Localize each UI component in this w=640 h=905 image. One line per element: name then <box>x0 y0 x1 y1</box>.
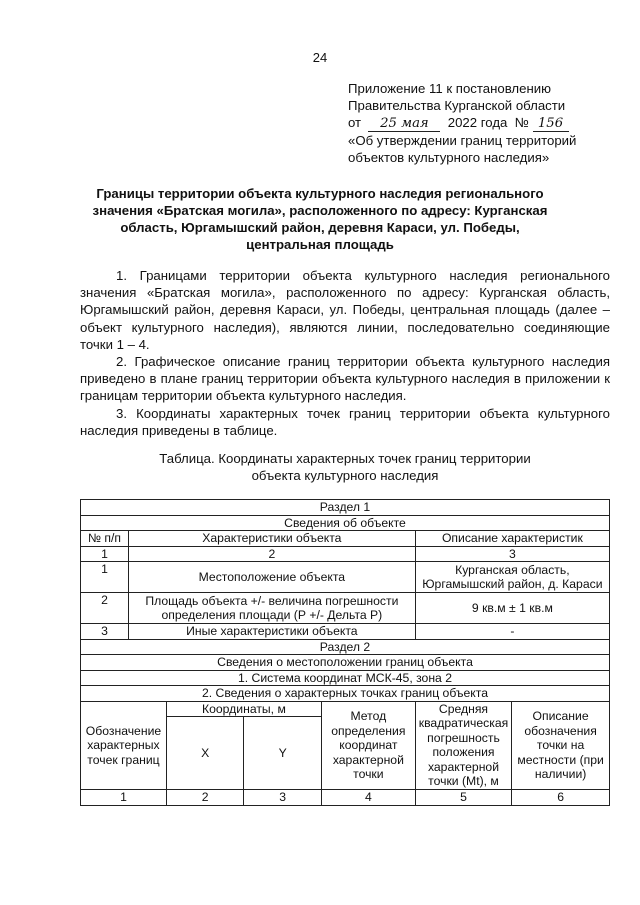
column-index: 5 <box>415 790 511 806</box>
header-y: Y <box>244 717 322 790</box>
number-label: № <box>514 115 529 130</box>
row-characteristic: Площадь объекта +/- величина погрешности определения площади (Р +/- Дельта Р) <box>128 593 415 624</box>
paragraph-3: 3. Координаты характерных точек границ территории объекта культурного наследия приведены в таблице. <box>80 405 610 438</box>
table-row <box>81 546 610 562</box>
table-row <box>81 531 610 547</box>
handwritten-number: 156 <box>533 117 569 132</box>
column-index: 3 <box>244 790 322 806</box>
coordinate-system-header: 1. Система координат МСК-45, зона 2 <box>81 670 610 686</box>
header-x: X <box>166 717 244 790</box>
row-characteristic: Иные характеристики объекта <box>128 624 415 640</box>
table-row <box>81 500 610 516</box>
appendix-line-5: объектов культурного наследия» <box>348 150 550 165</box>
row-number: 2 <box>81 593 129 624</box>
column-index: 2 <box>166 790 244 806</box>
location-info-header: Сведения о местоположении границ объекта <box>81 655 610 671</box>
points-info-header: 2. Сведения о характерных точках границ объекта <box>81 686 610 702</box>
year-label: 2022 года <box>447 115 508 130</box>
col-header-number: № п/п <box>81 531 129 547</box>
row-description: Курганская область, Юргамышский район, д. Караси <box>415 562 609 593</box>
col-header-description: Описание характеристик <box>415 531 609 547</box>
table-row <box>81 790 610 806</box>
table-caption-line-2: объекта культурного наследия <box>251 468 439 483</box>
header-method: Метод определения координат характерной точки <box>321 701 415 790</box>
section-1-header: Раздел 1 <box>81 500 610 516</box>
paragraph-2: 2. Графическое описание границ территории объекта культурного наследия приведено в плане границ территории объекта культурного наследия в приложении к границам территории объекта культурного наследия. <box>80 354 610 404</box>
table-caption-line-1: Таблица. Координаты характерных точек границ территории <box>159 451 531 466</box>
table-row <box>81 639 610 655</box>
row-description: 9 кв.м ± 1 кв.м <box>415 593 609 624</box>
index-cell: 3 <box>415 546 609 562</box>
table-row <box>81 670 610 686</box>
row-number: 1 <box>81 562 129 593</box>
col-header-characteristics: Характеристики объекта <box>128 531 415 547</box>
column-index: 1 <box>81 790 167 806</box>
header-coordinates: Координаты, м <box>166 701 321 717</box>
header-error: Средняя квадратическая погрешность положения характерной точки (Mt), м <box>415 701 511 790</box>
coordinates-table <box>80 499 610 806</box>
table-row <box>81 624 610 640</box>
row-number: 3 <box>81 624 129 640</box>
table-row <box>81 515 610 531</box>
table-row <box>81 593 610 624</box>
appendix-line-3 <box>348 114 628 132</box>
appendix-line-1: Приложение 11 к постановлению <box>348 81 551 96</box>
handwritten-date: 25 мая <box>368 117 440 132</box>
header-marking: Описание обозначения точки на местности (при наличии) <box>512 701 610 790</box>
object-info-header: Сведения об объекте <box>81 515 610 531</box>
header-point-designation: Обозначение характерных точек границ <box>81 701 167 790</box>
section-2-header: Раздел 2 <box>81 639 610 655</box>
row-description: - <box>415 624 609 640</box>
document-title: Границы территории объекта культурного наследия регионального значения «Братская могила», расположенного по адресу: Курганская область, Юргамышский район, деревня Караси, ул. Победы, центральная площадь <box>92 186 548 252</box>
appendix-block <box>348 80 628 166</box>
paragraph-1: 1. Границами территории объекта культурного наследия регионального значения «Братская могила», расположенного по адресу: Курганская область, Юргамышский район, деревня Караси, ул. Победы, центральная площадь (далее – объект культурного наследия), являются линии, последовательно соединяющие точки 1 – 4. <box>80 268 610 352</box>
row-characteristic: Местоположение объекта <box>128 562 415 593</box>
table-row <box>81 686 610 702</box>
appendix-line-2: Правительства Курганской области <box>348 98 566 113</box>
column-index: 6 <box>512 790 610 806</box>
index-cell: 2 <box>128 546 415 562</box>
column-index: 4 <box>321 790 415 806</box>
table-row <box>81 701 610 717</box>
page-number: 24 <box>312 50 328 65</box>
index-cell: 1 <box>81 546 129 562</box>
table-row <box>81 655 610 671</box>
table-caption <box>80 450 610 484</box>
body-text <box>80 267 610 439</box>
appendix-line-4: «Об утверждении границ территорий <box>348 133 577 148</box>
from-label: от <box>348 115 362 130</box>
table-row <box>81 562 610 593</box>
